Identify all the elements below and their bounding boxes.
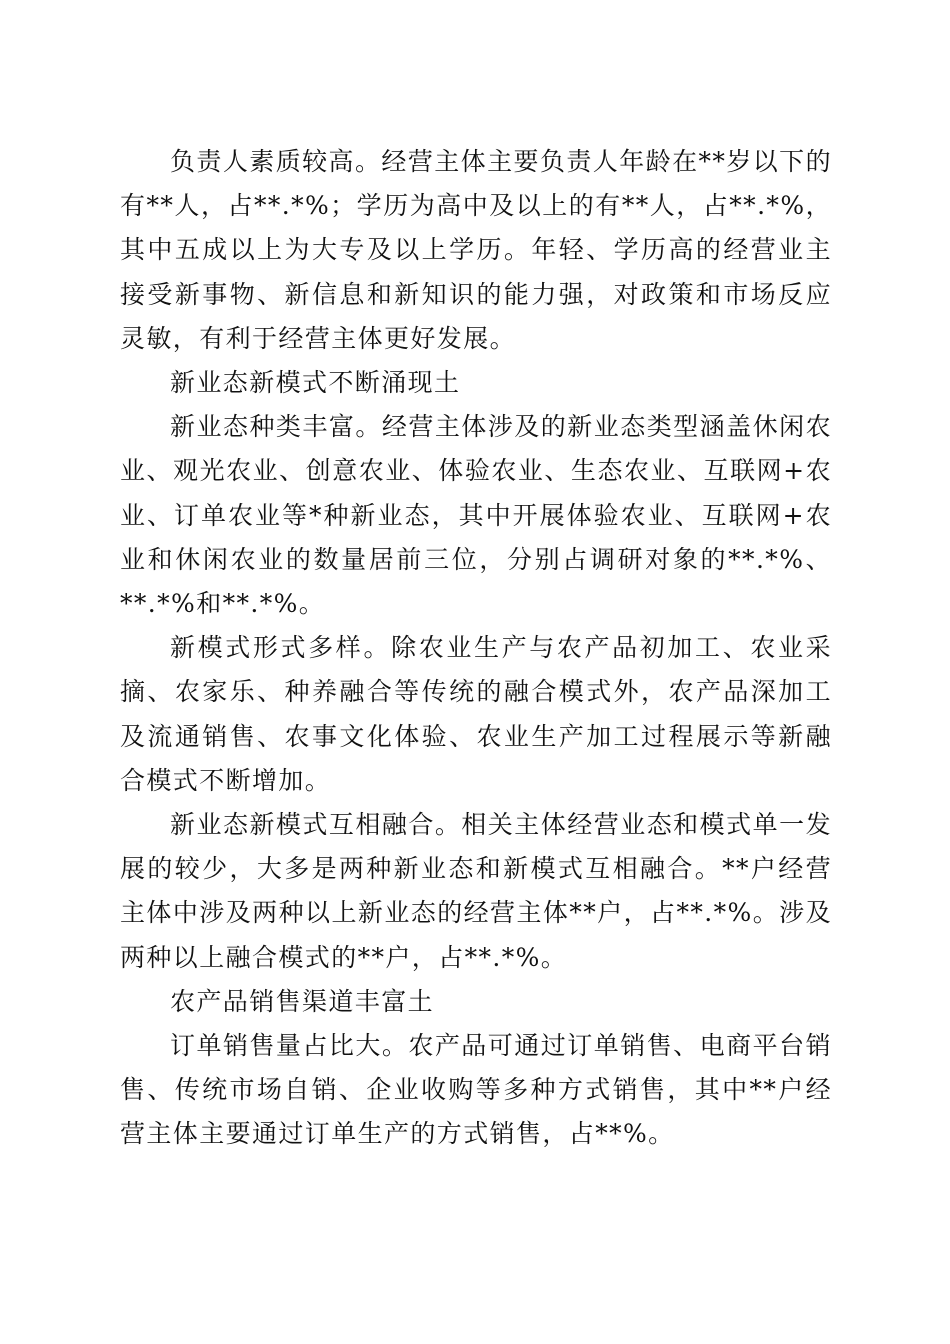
paragraph-format-variety: 新业态种类丰富。经营主体涉及的新业态类型涵盖休闲农业、观光农业、创意农业、体验农业、生态农业、互联网+农业、订单农业等*种新业态，其中开展体验农业、互联网+农业和休闲农业的数量居前三位，分别占调研对象的**.*%、**.*%和**.*%。	[120, 412, 832, 619]
section-heading-sales-channels: 农产品销售渠道丰富土	[170, 986, 435, 1016]
paragraph-model-variety: 新模式形式多样。除农业生产与农产品初加工、农业采摘、农家乐、种养融合等传统的融合模式外，农产品深加工及流通销售、农事文化体验、农业生产加工过程展示等新融合模式不断增加。	[120, 633, 832, 795]
section-heading-new-formats: 新业态新模式不断涌现土	[170, 368, 461, 398]
paragraph-leader-quality: 负责人素质较高。经营主体主要负责人年龄在**岁以下的有**人，占**.*%；学历为高中及以上的有**人，占**.*%，其中五成以上为大专及以上学历。年轻、学历高的经营业主接受新事物、新信息和新知识的能力强，对政策和市场反应灵敏，有利于经营主体更好发展。	[120, 147, 832, 353]
paragraph-format-integration: 新业态新模式互相融合。相关主体经营业态和模式单一发展的较少，大多是两种新业态和新模式互相融合。**户经营主体中涉及两种以上新业态的经营主体**户，占**.*%。涉及两种以上融合模式的**户，占**.*%。	[120, 810, 832, 972]
document-body	[120, 140, 832, 1157]
paragraph-order-sales: 订单销售量占比大。农产品可通过订单销售、电商平台销售、传统市场自销、企业收购等多种方式销售，其中**户经营主体主要通过订单生产的方式销售，占**%。	[120, 1031, 832, 1149]
